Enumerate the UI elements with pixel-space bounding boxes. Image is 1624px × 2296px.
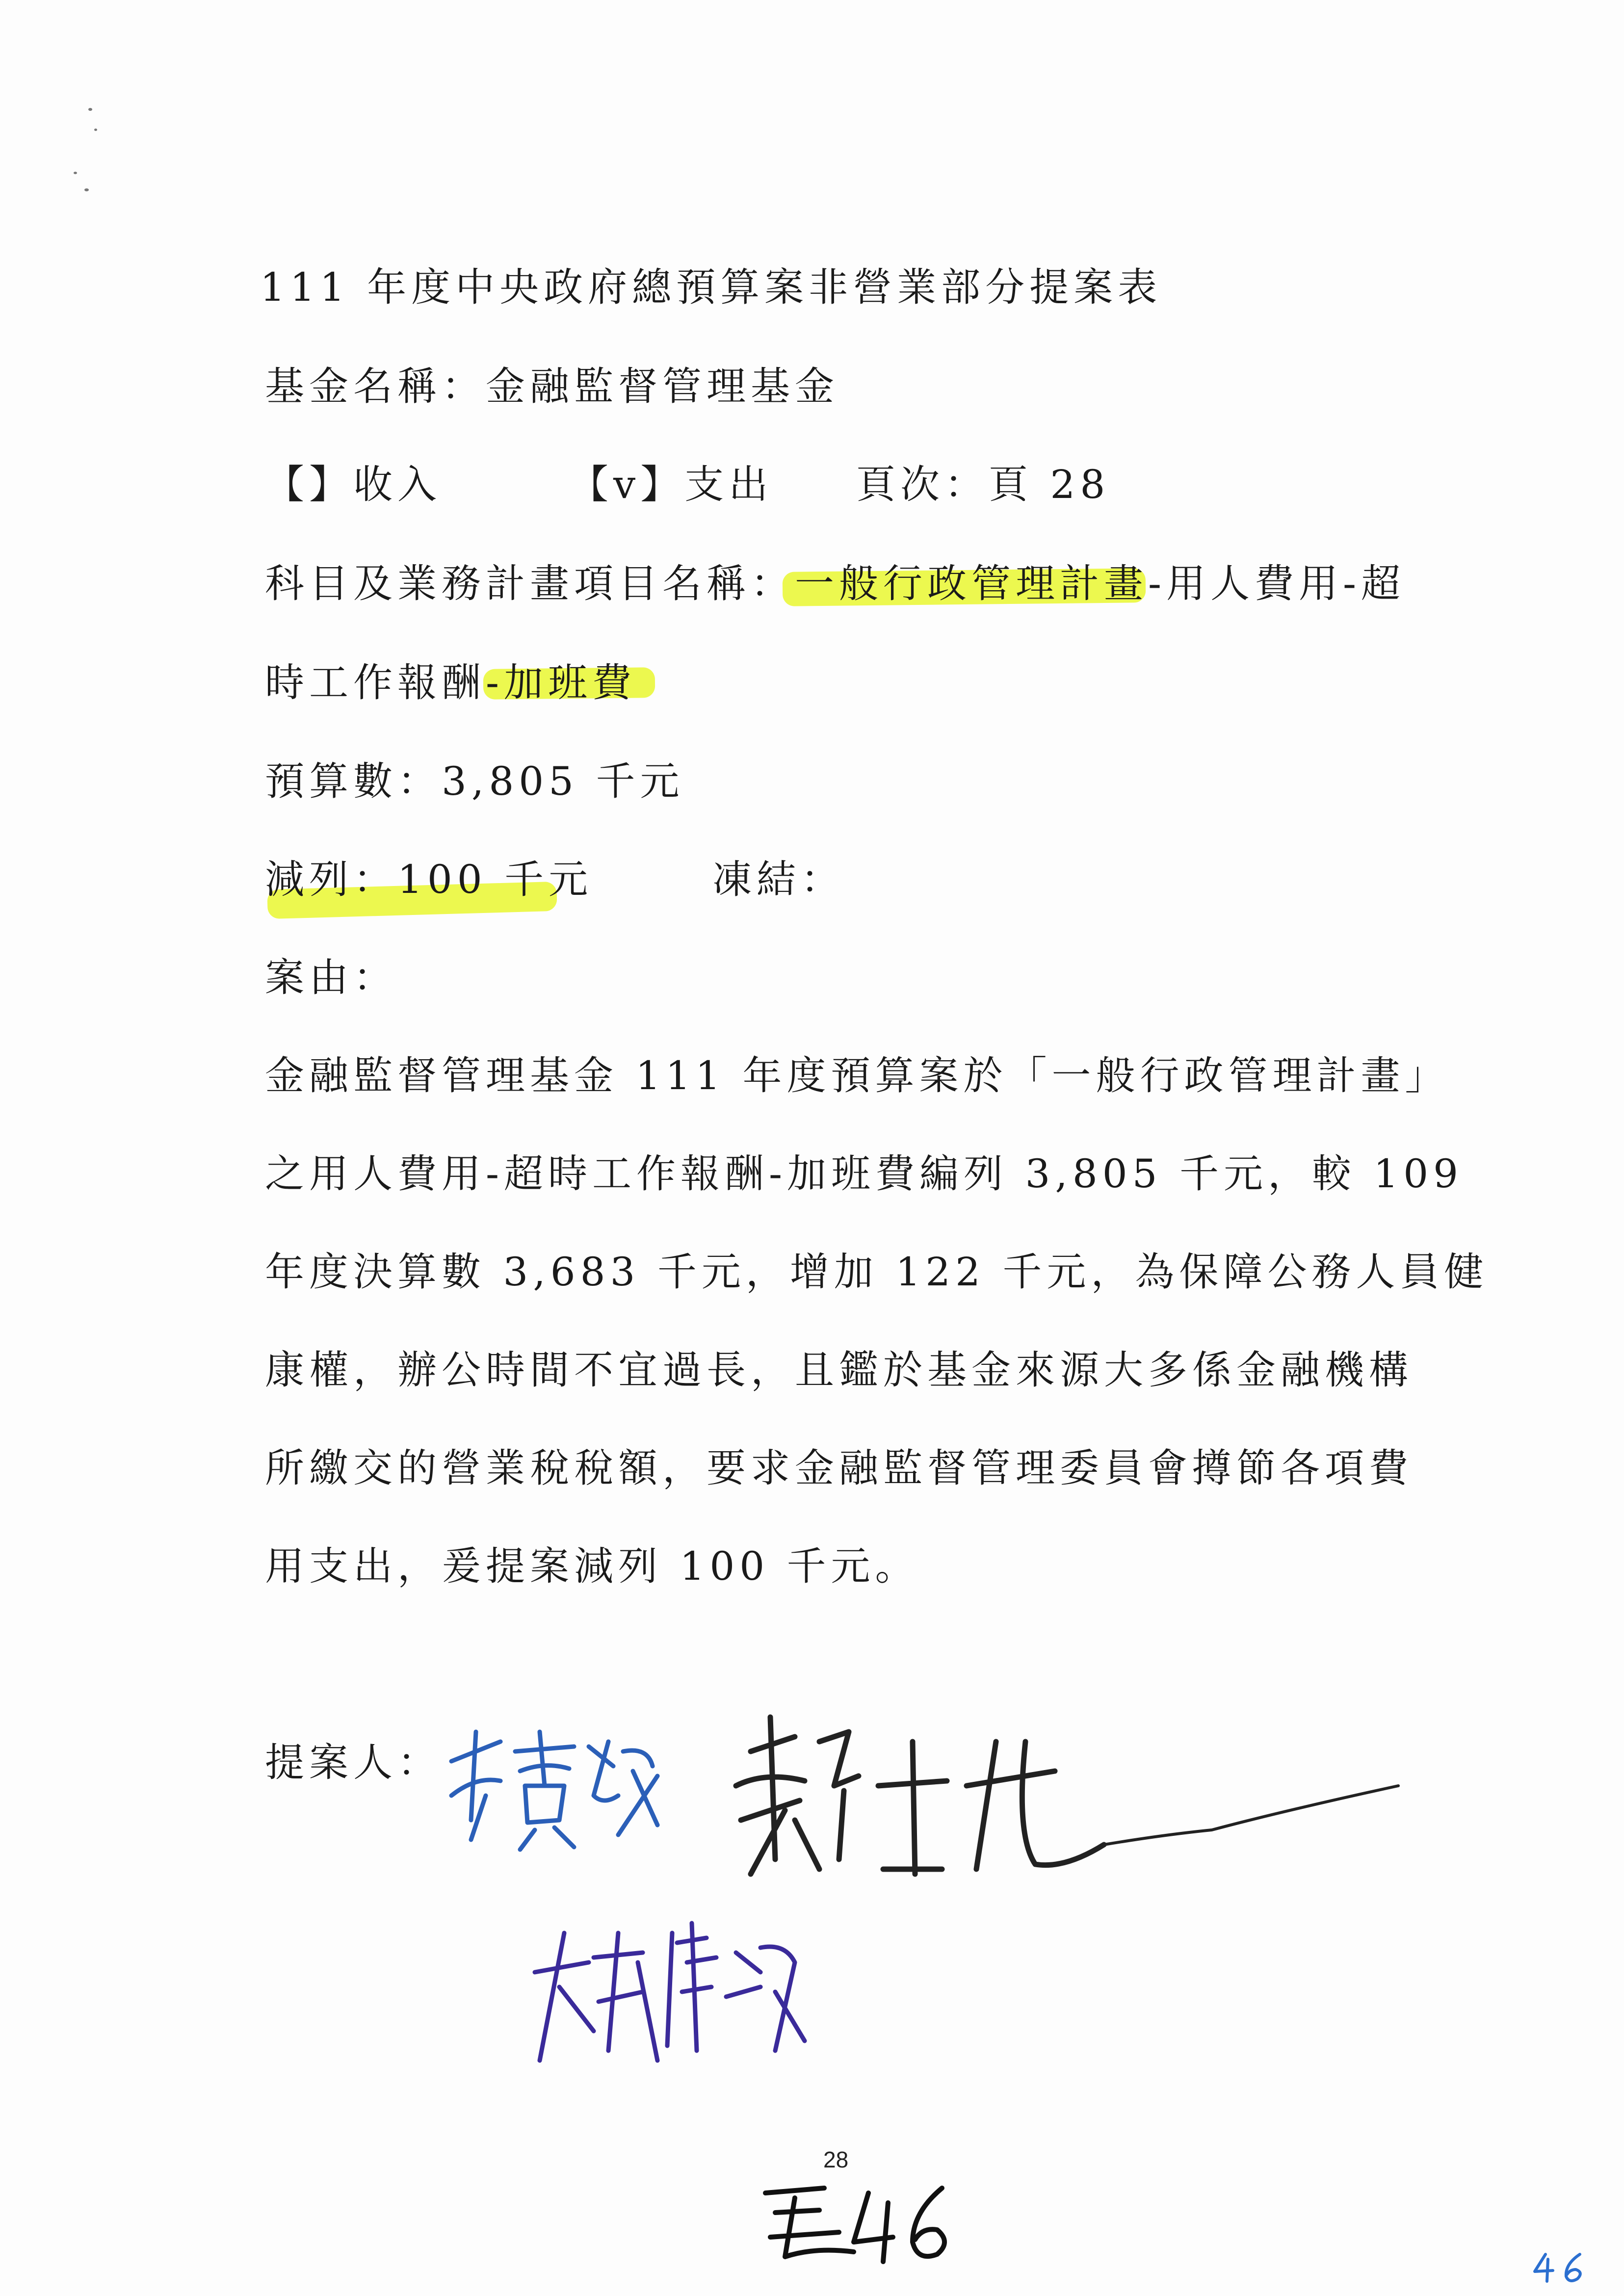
- corner-page-mark: [1531, 2252, 1590, 2286]
- document-title: 111 年度中央政府總預算案非營業部分提案表: [260, 264, 1162, 310]
- expense-checkbox-label: 【v】支出: [569, 462, 773, 507]
- page-reference: 頁次：頁 28: [856, 462, 1110, 507]
- handwritten-seq-mark: [756, 2173, 962, 2271]
- reason-line: 康權，辦公時間不宜過長，且鑑於基金來源大多係金融機構: [265, 1347, 1413, 1393]
- freeze-amount: 凍結：: [712, 857, 845, 902]
- signature-2-image: [721, 1712, 1408, 1899]
- budget-amount: 預算數：3,805 千元: [265, 758, 684, 804]
- reason-label: 案由：: [265, 955, 397, 1000]
- reason-line: 年度決算數 3,683 千元，增加 122 千元，為保障公務人員健: [265, 1249, 1489, 1295]
- page-number: 28: [823, 2147, 849, 2172]
- reason-line: 所繳交的營業稅稅額，要求金融監督管理委員會撙節各項費: [265, 1445, 1413, 1491]
- reduction-amount: 減列：100 千元: [265, 857, 593, 902]
- scan-speck: [94, 129, 97, 131]
- scan-speck: [84, 188, 89, 191]
- reason-line: 用支出，爰提案減列 100 千元。: [265, 1543, 919, 1589]
- proposer-label: 提案人：: [265, 1740, 442, 1785]
- scan-speck: [88, 108, 92, 111]
- signature-1-image: [442, 1722, 667, 1859]
- fund-name: 基金名稱：金融監督管理基金: [265, 364, 839, 409]
- subject-line-1: 科目及業務計畫項目名稱：一般行政管理計畫-用人費用-超: [265, 561, 1406, 606]
- income-checkbox-label: 【】收入: [265, 462, 442, 507]
- scan-speck: [74, 172, 77, 174]
- subject-line-2: 時工作報酬-加班費: [265, 660, 637, 705]
- reason-line: 之用人費用-超時工作報酬-加班費編列 3,805 千元，較 109: [265, 1151, 1464, 1197]
- signature-3-image: [530, 1904, 834, 2070]
- reason-line: 金融監督管理基金 111 年度預算案於「一般行政管理計畫」: [265, 1053, 1449, 1098]
